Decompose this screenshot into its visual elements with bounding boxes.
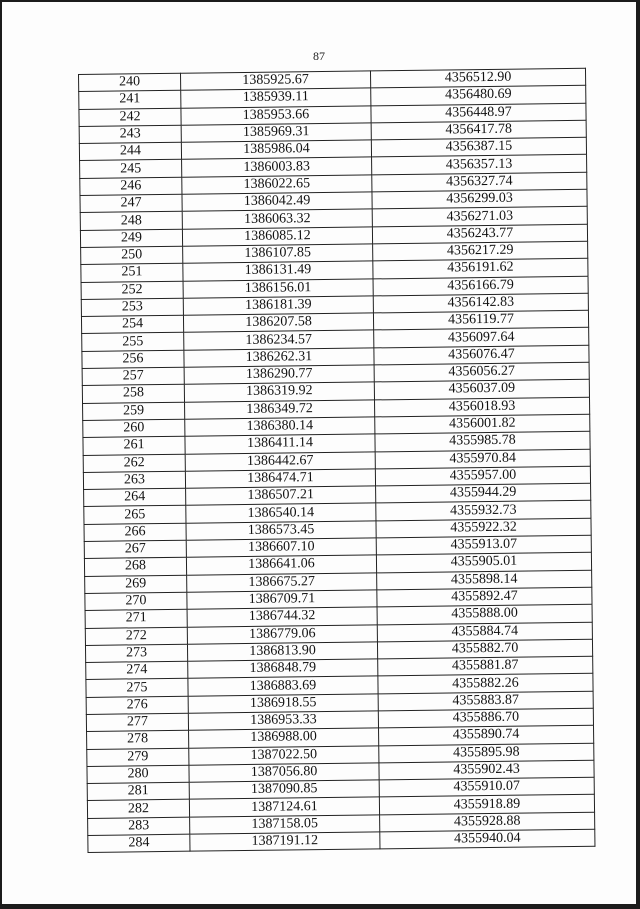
x-coordinate-cell: 1386411.14: [185, 434, 375, 454]
y-coordinate-cell: 4355892.47: [377, 587, 592, 607]
x-coordinate-cell: 1386813.90: [187, 642, 377, 662]
point-number-cell: 250: [81, 246, 183, 265]
y-coordinate-cell: 4355910.07: [379, 777, 594, 797]
x-coordinate-cell: 1386063.32: [182, 209, 372, 229]
x-coordinate-cell: 1386848.79: [188, 659, 378, 679]
y-coordinate-cell: 4355957.00: [375, 466, 590, 486]
x-coordinate-cell: 1386641.06: [186, 555, 376, 575]
x-coordinate-cell: 1386085.12: [182, 227, 372, 247]
point-number-cell: 253: [81, 298, 183, 317]
point-number-cell: 269: [85, 575, 187, 594]
y-coordinate-cell: 4356417.78: [371, 120, 586, 140]
point-number-cell: 247: [80, 194, 182, 213]
point-number-cell: 276: [86, 696, 188, 715]
point-number-cell: 249: [80, 229, 182, 248]
y-coordinate-cell: 4355886.70: [378, 708, 593, 728]
x-coordinate-cell: 1386883.69: [188, 676, 378, 696]
y-coordinate-cell: 4356018.93: [374, 397, 589, 417]
point-number-cell: 243: [79, 125, 181, 144]
x-coordinate-cell: 1386181.39: [183, 296, 373, 316]
point-number-cell: 254: [81, 315, 183, 334]
point-number-cell: 268: [84, 558, 186, 577]
x-coordinate-cell: 1386675.27: [187, 572, 377, 592]
point-number-cell: 262: [83, 454, 185, 473]
x-coordinate-cell: 1386042.49: [182, 192, 372, 212]
y-coordinate-cell: 4355932.73: [376, 501, 591, 521]
point-number-cell: 265: [84, 506, 186, 525]
x-coordinate-cell: 1386573.45: [186, 521, 376, 541]
x-coordinate-cell: 1387022.50: [189, 745, 379, 765]
x-coordinate-cell: 1387056.80: [189, 763, 379, 783]
x-coordinate-cell: 1387090.85: [189, 780, 379, 800]
y-coordinate-cell: 4356243.77: [372, 224, 587, 244]
x-coordinate-cell: 1386918.55: [188, 694, 378, 714]
point-number-cell: 282: [87, 800, 189, 819]
x-coordinate-cell: 1386234.57: [184, 330, 374, 350]
y-coordinate-cell: 4356387.15: [371, 137, 586, 157]
y-coordinate-cell: 4355882.70: [377, 639, 592, 659]
x-coordinate-cell: 1387124.61: [189, 797, 379, 817]
y-coordinate-cell: 4356166.79: [373, 276, 588, 296]
y-coordinate-cell: 4355913.07: [376, 535, 591, 555]
point-number-cell: 283: [88, 817, 190, 836]
y-coordinate-cell: 4356001.82: [375, 414, 590, 434]
y-coordinate-cell: 4355882.26: [378, 674, 593, 694]
y-coordinate-cell: 4356217.29: [373, 241, 588, 261]
point-number-cell: 271: [85, 609, 187, 628]
point-number-cell: 246: [80, 177, 182, 196]
document-page: [2, 2, 636, 904]
point-number-cell: 240: [79, 73, 181, 92]
y-coordinate-cell: 4356480.69: [371, 86, 586, 106]
y-coordinate-cell: 4356327.74: [372, 172, 587, 192]
point-number-cell: 281: [87, 782, 189, 801]
point-number-cell: 252: [81, 281, 183, 300]
y-coordinate-cell: 4355883.87: [378, 691, 593, 711]
y-coordinate-cell: 4355928.88: [380, 812, 595, 832]
x-coordinate-cell: 1386709.71: [187, 590, 377, 610]
point-number-cell: 266: [84, 523, 186, 542]
y-coordinate-cell: 4355918.89: [379, 795, 594, 815]
y-coordinate-cell: 4355898.14: [377, 570, 592, 590]
point-number-cell: 241: [79, 91, 181, 110]
y-coordinate-cell: 4355895.98: [379, 743, 594, 763]
point-number-cell: 255: [82, 333, 184, 352]
x-coordinate-cell: 1386262.31: [184, 348, 374, 368]
point-number-cell: 263: [83, 471, 185, 490]
x-coordinate-cell: 1385969.31: [181, 123, 371, 143]
point-number-cell: 260: [83, 419, 185, 438]
x-coordinate-cell: 1386380.14: [185, 417, 375, 437]
x-coordinate-cell: 1386540.14: [186, 503, 376, 523]
point-number-cell: 273: [85, 644, 187, 663]
point-number-cell: 257: [82, 367, 184, 386]
x-coordinate-cell: 1386474.71: [185, 469, 375, 489]
x-coordinate-cell: 1386442.67: [185, 451, 375, 471]
coordinates-table-wrapper: [78, 68, 594, 853]
x-coordinate-cell: 1386207.58: [183, 313, 373, 333]
y-coordinate-cell: 4356037.09: [374, 380, 589, 400]
x-coordinate-cell: 1385925.67: [180, 71, 370, 91]
y-coordinate-cell: 4355985.78: [375, 432, 590, 452]
x-coordinate-cell: 1387158.05: [190, 815, 380, 835]
x-coordinate-cell: 1386953.33: [188, 711, 378, 731]
y-coordinate-cell: 4355922.32: [376, 518, 591, 538]
x-coordinate-cell: 1386022.65: [182, 175, 372, 195]
y-coordinate-cell: 4355881.87: [378, 656, 593, 676]
point-number-cell: 275: [86, 679, 188, 698]
x-coordinate-cell: 1386290.77: [184, 365, 374, 385]
x-coordinate-cell: 1386003.83: [182, 157, 372, 177]
y-coordinate-cell: 4355884.74: [377, 622, 592, 642]
y-coordinate-cell: 4356299.03: [372, 189, 587, 209]
y-coordinate-cell: 4355890.74: [379, 726, 594, 746]
y-coordinate-cell: 4356142.83: [373, 293, 588, 313]
point-number-cell: 264: [84, 488, 186, 507]
x-coordinate-cell: 1385939.11: [181, 88, 371, 108]
y-coordinate-cell: 4356191.62: [373, 259, 588, 279]
point-number-cell: 244: [79, 142, 181, 161]
y-coordinate-cell: 4356076.47: [374, 345, 589, 365]
x-coordinate-cell: 1386607.10: [186, 538, 376, 558]
coordinates-table-body: [79, 68, 595, 852]
point-number-cell: 251: [81, 263, 183, 282]
y-coordinate-cell: 4355944.29: [376, 483, 591, 503]
y-coordinate-cell: 4356056.27: [374, 362, 589, 382]
point-number-cell: 284: [88, 834, 190, 853]
x-coordinate-cell: 1385953.66: [181, 106, 371, 126]
point-number-cell: 274: [86, 661, 188, 680]
x-coordinate-cell: 1386156.01: [183, 278, 373, 298]
y-coordinate-cell: 4356512.90: [370, 68, 585, 88]
y-coordinate-cell: 4356357.13: [372, 155, 587, 175]
x-coordinate-cell: 1386349.72: [185, 400, 375, 420]
x-coordinate-cell: 1386744.32: [187, 607, 377, 627]
point-number-cell: 280: [87, 765, 189, 784]
y-coordinate-cell: 4356271.03: [372, 207, 587, 227]
point-number-cell: 261: [83, 436, 185, 455]
point-number-cell: 279: [87, 748, 189, 767]
y-coordinate-cell: 4356097.64: [374, 328, 589, 348]
y-coordinate-cell: 4355970.84: [375, 449, 590, 469]
point-number-cell: 248: [80, 212, 182, 231]
point-number-cell: 242: [79, 108, 181, 127]
y-coordinate-cell: 4355940.04: [380, 829, 595, 849]
x-coordinate-cell: 1386779.06: [187, 624, 377, 644]
x-coordinate-cell: 1385986.04: [181, 140, 371, 160]
x-coordinate-cell: 1386107.85: [183, 244, 373, 264]
x-coordinate-cell: 1387191.12: [190, 832, 380, 852]
x-coordinate-cell: 1386131.49: [183, 261, 373, 281]
page-number: 87: [313, 49, 325, 63]
y-coordinate-cell: 4355905.01: [376, 553, 591, 573]
point-number-cell: 258: [82, 385, 184, 404]
x-coordinate-cell: 1386319.92: [184, 382, 374, 402]
x-coordinate-cell: 1386507.21: [186, 486, 376, 506]
y-coordinate-cell: 4356448.97: [371, 103, 586, 123]
y-coordinate-cell: 4355888.00: [377, 604, 592, 624]
point-number-cell: 278: [87, 730, 189, 749]
y-coordinate-cell: 4356119.77: [373, 310, 588, 330]
point-number-cell: 245: [80, 160, 182, 179]
coordinates-table: [78, 68, 595, 854]
point-number-cell: 259: [83, 402, 185, 421]
point-number-cell: 267: [84, 540, 186, 559]
point-number-cell: 270: [85, 592, 187, 611]
point-number-cell: 256: [82, 350, 184, 369]
point-number-cell: 272: [85, 627, 187, 646]
y-coordinate-cell: 4355902.43: [379, 760, 594, 780]
x-coordinate-cell: 1386988.00: [189, 728, 379, 748]
point-number-cell: 277: [86, 713, 188, 732]
